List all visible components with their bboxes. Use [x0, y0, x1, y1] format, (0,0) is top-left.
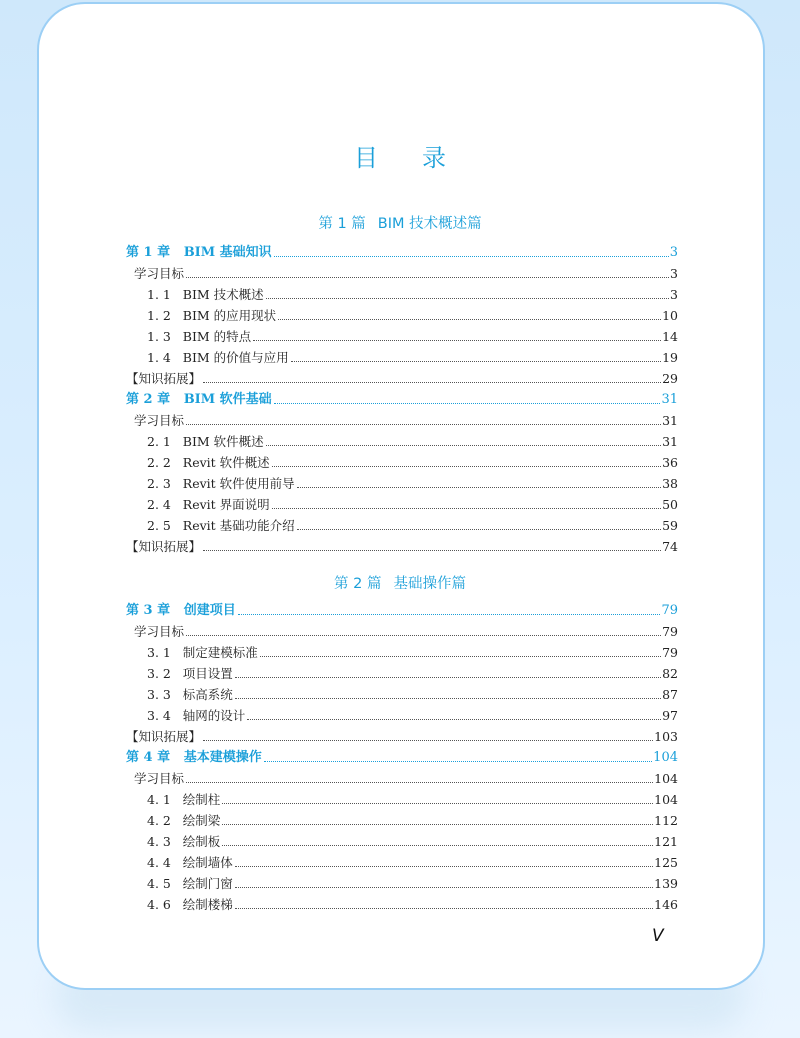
leader-dots [222, 845, 653, 846]
toc-entry[interactable] [147, 495, 678, 515]
toc-chapter-entry[interactable] [126, 243, 678, 263]
page-ref: 36 [662, 455, 678, 470]
page-ref: 103 [654, 729, 678, 744]
entry-title: 标高系统 [182, 687, 233, 702]
page-ref: 79 [661, 603, 678, 618]
entry-title: 【知识拓展】 [126, 371, 202, 386]
section-number: 2. 1 [147, 434, 171, 449]
page-ref: 3 [670, 287, 678, 302]
entry-title: 绘制柱 [182, 792, 221, 807]
entry-title: Revit 界面说明 [182, 497, 270, 512]
entry-title: BIM 技术概述 [182, 287, 264, 302]
section-number: 4. 5 [147, 876, 171, 891]
leader-dots [235, 677, 661, 678]
spacer [171, 474, 183, 494]
part-label: 第 1 篇 [318, 216, 366, 232]
part-name: 基础操作篇 [393, 576, 466, 592]
toc-entry[interactable] [126, 537, 678, 557]
leader-dots [238, 614, 661, 615]
section-number: 2. 2 [147, 455, 171, 470]
page-ref: 19 [662, 350, 678, 365]
leader-dots [235, 887, 653, 888]
leader-dots [203, 740, 653, 741]
toc-entry[interactable] [147, 790, 678, 810]
spacer [170, 748, 184, 768]
leader-dots [297, 487, 661, 488]
leader-dots [186, 782, 653, 783]
page-ref: 121 [654, 834, 678, 849]
spacer [171, 790, 183, 810]
section-number: 2. 4 [147, 497, 171, 512]
entry-title: 学习目标 [134, 266, 185, 281]
page-ref: 29 [662, 371, 678, 386]
spacer [171, 327, 183, 347]
spacer [171, 306, 183, 326]
toc-entry[interactable] [147, 327, 678, 347]
section-number: 3. 4 [147, 708, 171, 723]
spacer [171, 706, 183, 726]
spacer [171, 453, 183, 473]
spacer [171, 832, 183, 852]
page-title [0, 138, 800, 173]
leader-dots [235, 698, 661, 699]
spacer [171, 495, 183, 515]
page-ref: 3 [670, 266, 678, 281]
page-ref: 50 [662, 497, 678, 512]
page-ref: 112 [654, 813, 678, 828]
entry-title: 绘制楼梯 [182, 897, 233, 912]
spacer [171, 285, 183, 305]
toc-entry[interactable] [147, 474, 678, 494]
spacer [171, 664, 183, 684]
section-number: 2. 5 [147, 518, 171, 533]
spacer [170, 243, 184, 263]
spacer [170, 390, 184, 410]
page-ref: 104 [654, 792, 678, 807]
toc-entry[interactable] [134, 411, 678, 431]
page-ref: 31 [662, 413, 678, 428]
toc-entry[interactable] [147, 516, 678, 536]
page-ref: 97 [662, 708, 678, 723]
leader-dots [186, 635, 661, 636]
page-ref: 74 [662, 539, 678, 554]
chapter-title: BIM 软件基础 [183, 392, 272, 407]
entry-title: 【知识拓展】 [126, 729, 202, 744]
entry-title: 绘制门窗 [182, 876, 233, 891]
section-number: 3. 1 [147, 645, 171, 660]
section-number: 4. 1 [147, 792, 171, 807]
toc-entry[interactable] [126, 369, 678, 389]
section-number: 1. 3 [147, 329, 171, 344]
title-char: 目 [354, 144, 378, 172]
chapter-title: 创建项目 [183, 603, 236, 618]
leader-dots [272, 508, 661, 509]
toc-entry[interactable] [147, 685, 678, 705]
entry-title: Revit 软件概述 [182, 455, 270, 470]
entry-title: 项目设置 [182, 666, 233, 681]
toc-chapter-entry[interactable] [126, 390, 678, 410]
section-number: 4. 2 [147, 813, 171, 828]
leader-dots [260, 656, 661, 657]
leader-dots [278, 319, 661, 320]
section-number: 3. 3 [147, 687, 171, 702]
section-number: 1. 4 [147, 350, 171, 365]
spacer [171, 432, 183, 452]
toc-chapter-entry[interactable] [126, 748, 678, 768]
leader-dots [222, 824, 653, 825]
entry-title: 学习目标 [134, 413, 185, 428]
page-ref: 146 [654, 897, 678, 912]
section-number: 2. 3 [147, 476, 171, 491]
entry-title: BIM 的特点 [182, 329, 252, 344]
part-heading [0, 572, 800, 593]
section-number: 4. 6 [147, 897, 171, 912]
leader-dots [266, 298, 669, 299]
toc-entry[interactable] [147, 853, 678, 873]
entry-title: 轴网的设计 [182, 708, 246, 723]
spacer [171, 874, 183, 894]
toc-entry[interactable] [126, 727, 678, 747]
toc-entry[interactable] [147, 432, 678, 452]
spacer [171, 811, 183, 831]
chapter-title: BIM 基础知识 [183, 245, 272, 260]
part-name: BIM 技术概述篇 [377, 216, 482, 232]
leader-dots [203, 382, 661, 383]
entry-title: 绘制板 [182, 834, 221, 849]
section-number: 3. 2 [147, 666, 171, 681]
leader-dots [253, 340, 661, 341]
toc-chapter-entry[interactable] [126, 601, 678, 621]
page-ref: 104 [654, 771, 678, 786]
toc-entry[interactable] [147, 874, 678, 894]
spacer [171, 643, 183, 663]
page-ref: 3 [669, 245, 678, 260]
entry-title: Revit 基础功能介绍 [182, 518, 295, 533]
section-number: 4. 3 [147, 834, 171, 849]
chapter-number: 第 3 章 [126, 603, 171, 618]
leader-dots [274, 403, 661, 404]
toc-entry[interactable] [147, 811, 678, 831]
page-ref: 87 [662, 687, 678, 702]
part-heading [0, 212, 800, 233]
page-ref: 82 [662, 666, 678, 681]
chapter-title: 基本建模操作 [183, 750, 262, 765]
toc-entry[interactable] [134, 769, 678, 789]
entry-title: BIM 的应用现状 [182, 308, 277, 323]
toc-entry[interactable] [147, 895, 678, 915]
leader-dots [235, 908, 653, 909]
page-ref: 31 [661, 392, 678, 407]
spacer [171, 853, 183, 873]
page-ref: 79 [662, 645, 678, 660]
entry-title: 【知识拓展】 [126, 539, 202, 554]
entry-title: 绘制墙体 [182, 855, 233, 870]
spacer [171, 516, 183, 536]
leader-dots [203, 550, 661, 551]
toc-entry[interactable] [147, 706, 678, 726]
entry-title: 制定建模标准 [182, 645, 258, 660]
page-number: V [652, 926, 664, 946]
toc-entry[interactable] [134, 622, 678, 642]
toc-entry[interactable] [147, 306, 678, 326]
title-char: 录 [422, 144, 446, 172]
entry-title: 学习目标 [134, 771, 185, 786]
entry-title: BIM 的价值与应用 [182, 350, 289, 365]
toc-entry[interactable] [134, 264, 678, 284]
leader-dots [297, 529, 661, 530]
leader-dots [247, 719, 661, 720]
page-ref: 125 [654, 855, 678, 870]
page-ref: 31 [662, 434, 678, 449]
spacer [170, 601, 184, 621]
leader-dots [266, 445, 661, 446]
leader-dots [186, 424, 661, 425]
page-ref: 59 [662, 518, 678, 533]
page-ref: 14 [662, 329, 678, 344]
toc-entry[interactable] [147, 664, 678, 684]
toc-entry[interactable] [147, 348, 678, 368]
page-ref: 38 [662, 476, 678, 491]
entry-title: BIM 软件概述 [182, 434, 264, 449]
chapter-number: 第 2 章 [126, 392, 171, 407]
leader-dots [272, 466, 661, 467]
spacer [171, 348, 183, 368]
leader-dots [222, 803, 653, 804]
leader-dots [235, 866, 653, 867]
page-ref: 10 [662, 308, 678, 323]
page-ref: 79 [662, 624, 678, 639]
spacer [171, 685, 183, 705]
toc-entry[interactable] [147, 832, 678, 852]
page-ref: 139 [654, 876, 678, 891]
section-number: 1. 2 [147, 308, 171, 323]
page-ref: 104 [653, 750, 678, 765]
toc-entry[interactable] [147, 643, 678, 663]
toc-entry[interactable] [147, 453, 678, 473]
section-number: 1. 1 [147, 287, 171, 302]
chapter-number: 第 1 章 [126, 245, 171, 260]
entry-title: Revit 软件使用前导 [182, 476, 295, 491]
chapter-number: 第 4 章 [126, 750, 171, 765]
entry-title: 绘制梁 [182, 813, 221, 828]
part-label: 第 2 篇 [334, 576, 382, 592]
leader-dots [186, 277, 669, 278]
spacer [171, 895, 183, 915]
entry-title: 学习目标 [134, 624, 185, 639]
leader-dots [291, 361, 661, 362]
leader-dots [274, 256, 669, 257]
leader-dots [264, 761, 652, 762]
section-number: 4. 4 [147, 855, 171, 870]
toc-entry[interactable] [147, 285, 678, 305]
